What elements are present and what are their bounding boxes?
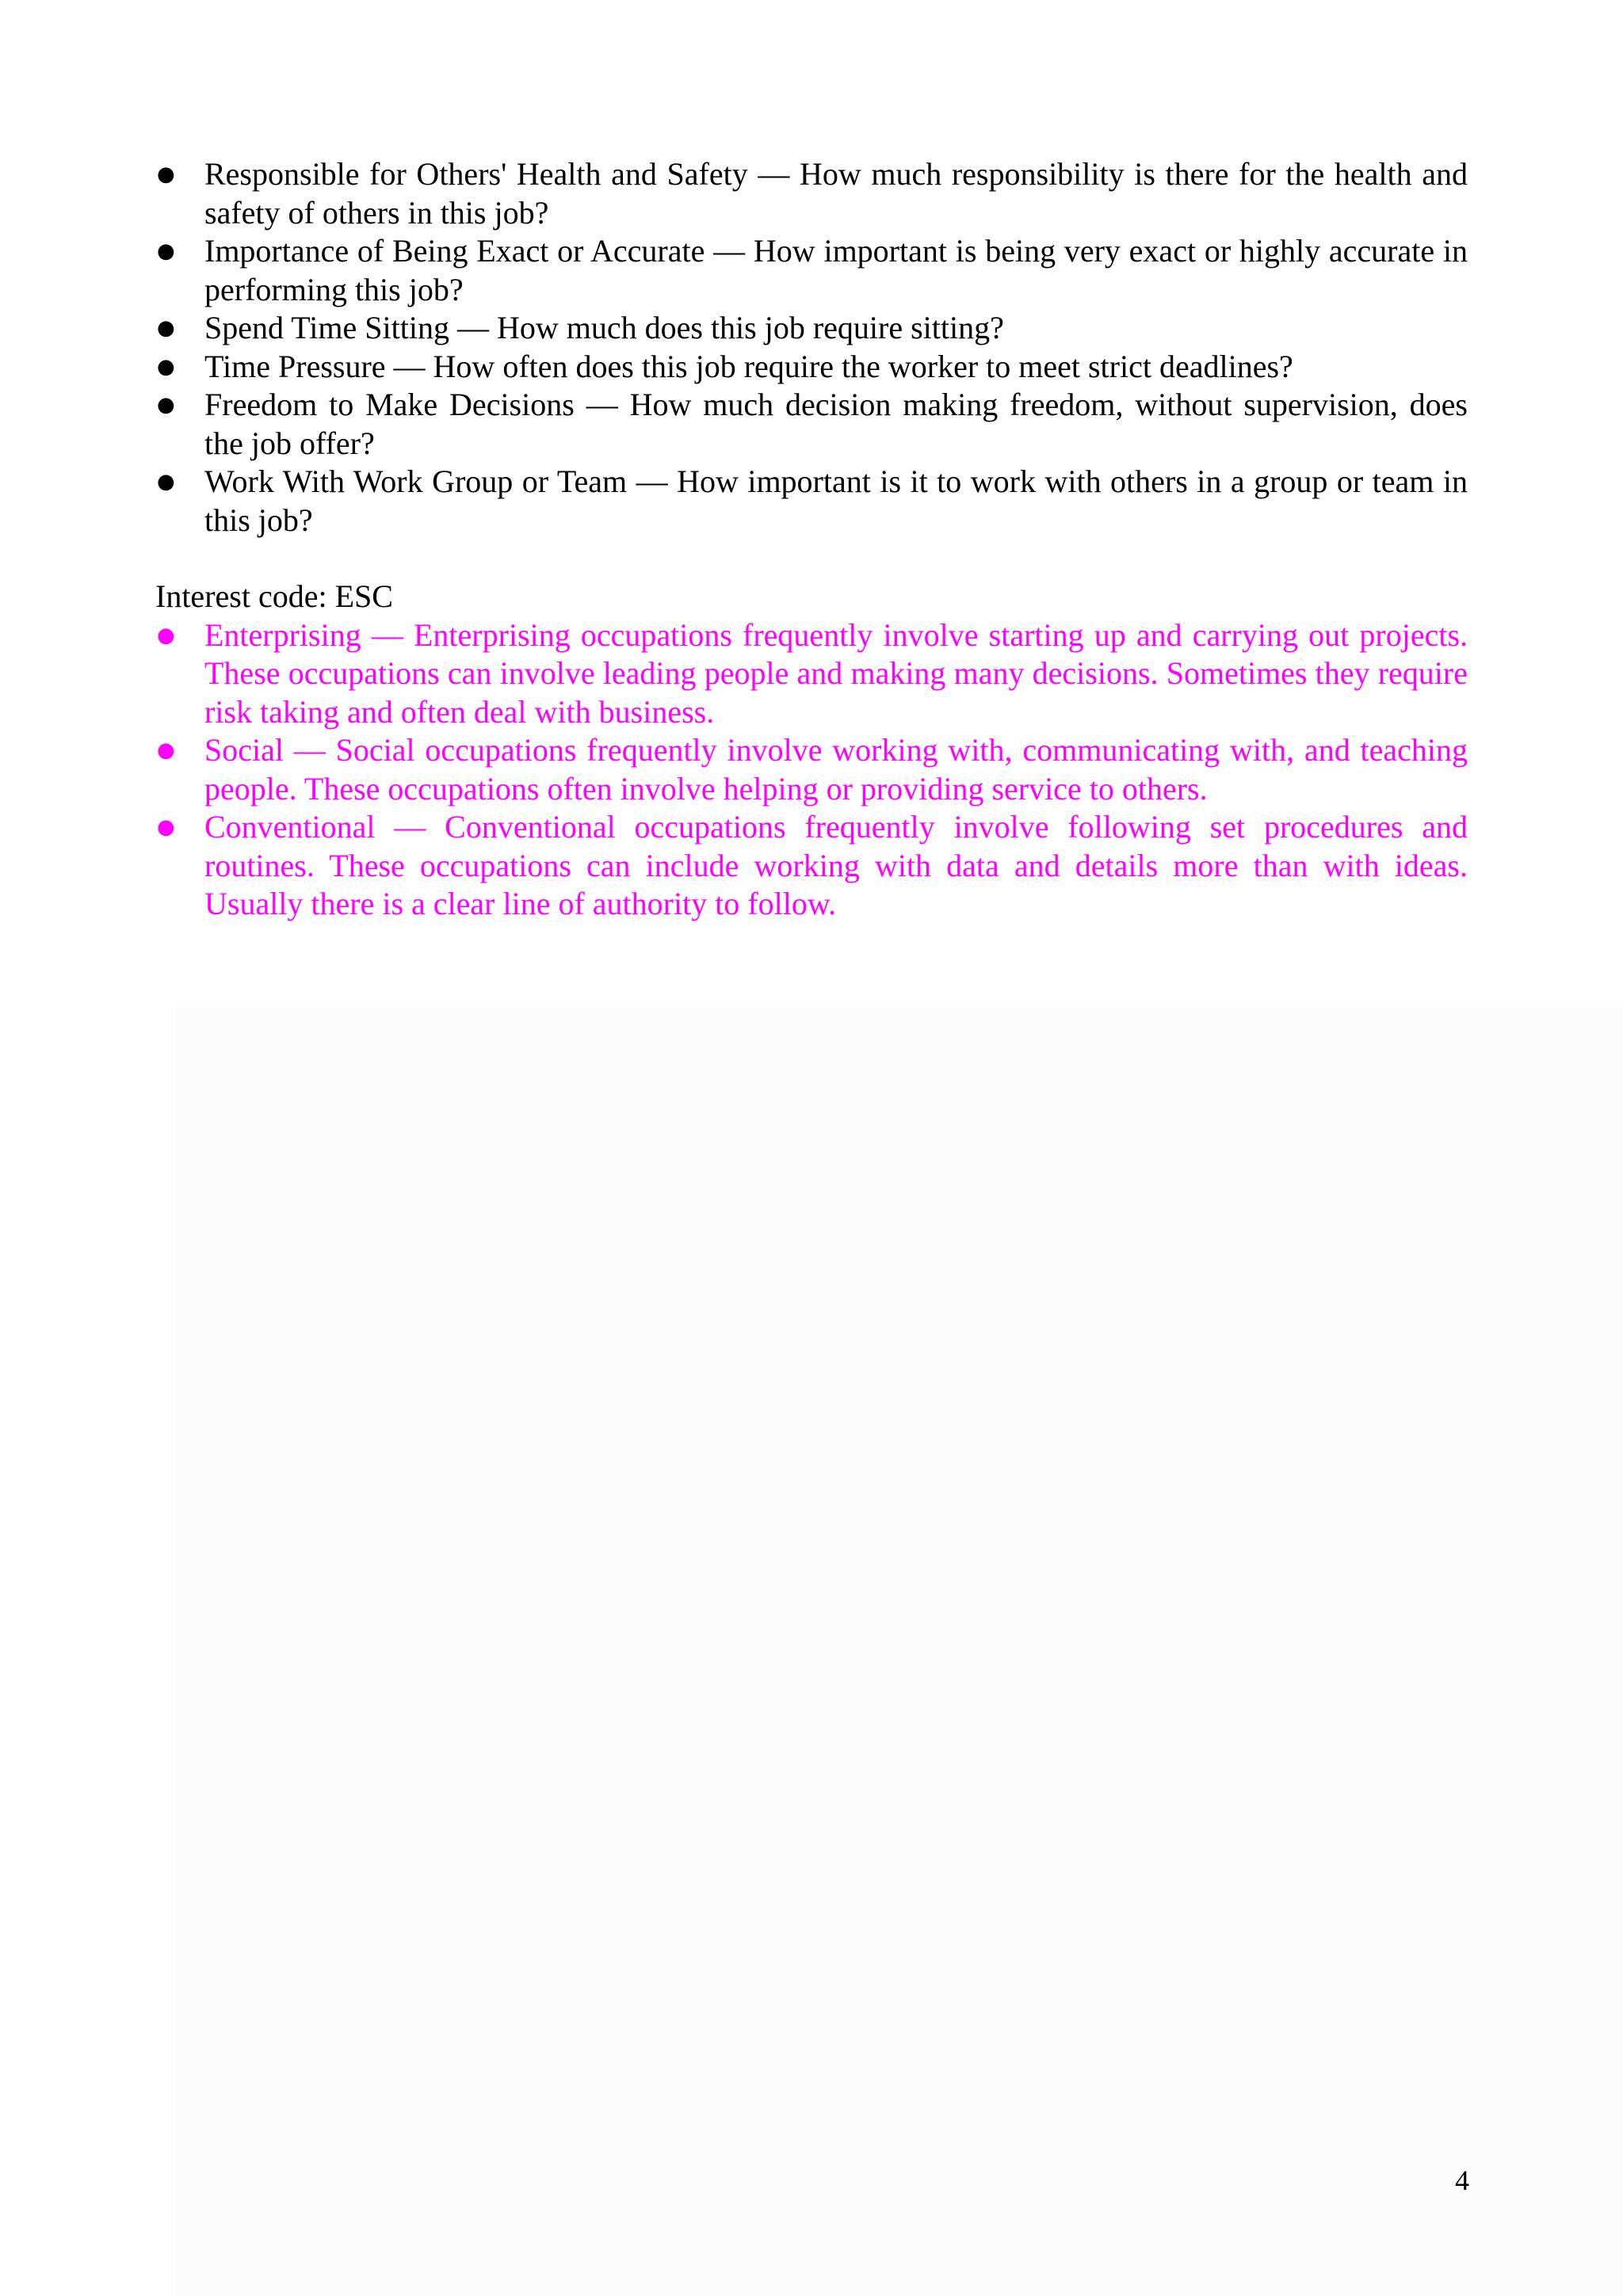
item-name: Enterprising [204,616,361,653]
item-question: How much responsibility is there for the health and safety of others in this job? [204,156,1468,231]
list-item-spend-time-sitting [155,309,1468,348]
bullet-icon [157,232,175,271]
work-context-list [155,155,1468,540]
item-name: Spend Time Sitting [204,310,449,345]
item-name: Work With Work Group or Team [204,463,628,499]
item-question: How important is it to work with others in a group or team in this job? [204,463,1468,538]
dash-separator: — [375,809,445,845]
dash-separator: — [449,310,497,345]
dash-separator: — [283,732,336,768]
bullet-icon [157,309,175,348]
list-item-responsible-for-others-health [155,155,1468,232]
page-background-shade [176,1006,1623,2296]
page-number: 4 [1455,2164,1469,2196]
interest-list [155,616,1468,924]
dash-separator: — [627,463,678,499]
bullet-icon [157,155,175,194]
item-name: Responsible for Others' Health and Safety [204,156,748,192]
item-description: Conventional occupations frequently involve following set procedures and routines. These occupations can include working with data and details more than with ideas. Usually there is a clear line of authority to follow. [204,809,1468,921]
list-item-enterprising [155,616,1468,732]
list-item-importance-of-being-exact [155,232,1468,309]
bullet-icon [157,348,175,387]
interest-code-heading: Interest code: ESC [155,578,393,614]
item-description: Enterprising occupations frequently involve starting up and carrying out projects. These occupations can involve leading people and making many decisions. Sometimes they require risk taking and often deal with business. [204,616,1468,730]
item-question: How much decision making freedom, without supervision, does the job offer? [204,387,1468,461]
dash-separator: — [574,387,630,422]
bullet-icon [157,463,175,502]
item-name: Importance of Being Exact or Accurate [204,233,705,269]
dash-separator: — [705,233,754,269]
item-name: Social [204,732,284,768]
bullet-icon [157,731,175,770]
list-item-time-pressure [155,348,1468,387]
item-question: How often does this job require the worker to meet strict deadlines? [433,348,1293,384]
bullet-icon [157,616,175,655]
dash-separator: — [361,616,414,653]
list-item-social [155,731,1468,808]
item-description: Social occupations frequently involve working with, communicating with, and teaching people. These occupations often involve helping or providing service to others. [204,732,1468,807]
item-name: Freedom to Make Decisions [204,387,575,422]
item-question: How much does this job require sitting? [496,310,1004,345]
page-content [155,155,1468,924]
list-item-freedom-to-make-decisions [155,386,1468,463]
list-item-work-with-work-group [155,463,1468,540]
item-name: Time Pressure [204,348,386,384]
bullet-icon [157,386,175,425]
item-name: Conventional [204,809,376,845]
dash-separator: — [747,156,800,192]
dash-separator: — [385,348,433,384]
list-item-conventional [155,808,1468,924]
item-question: How important is being very exact or highly accurate in performing this job? [204,233,1468,307]
bullet-icon [157,808,175,847]
